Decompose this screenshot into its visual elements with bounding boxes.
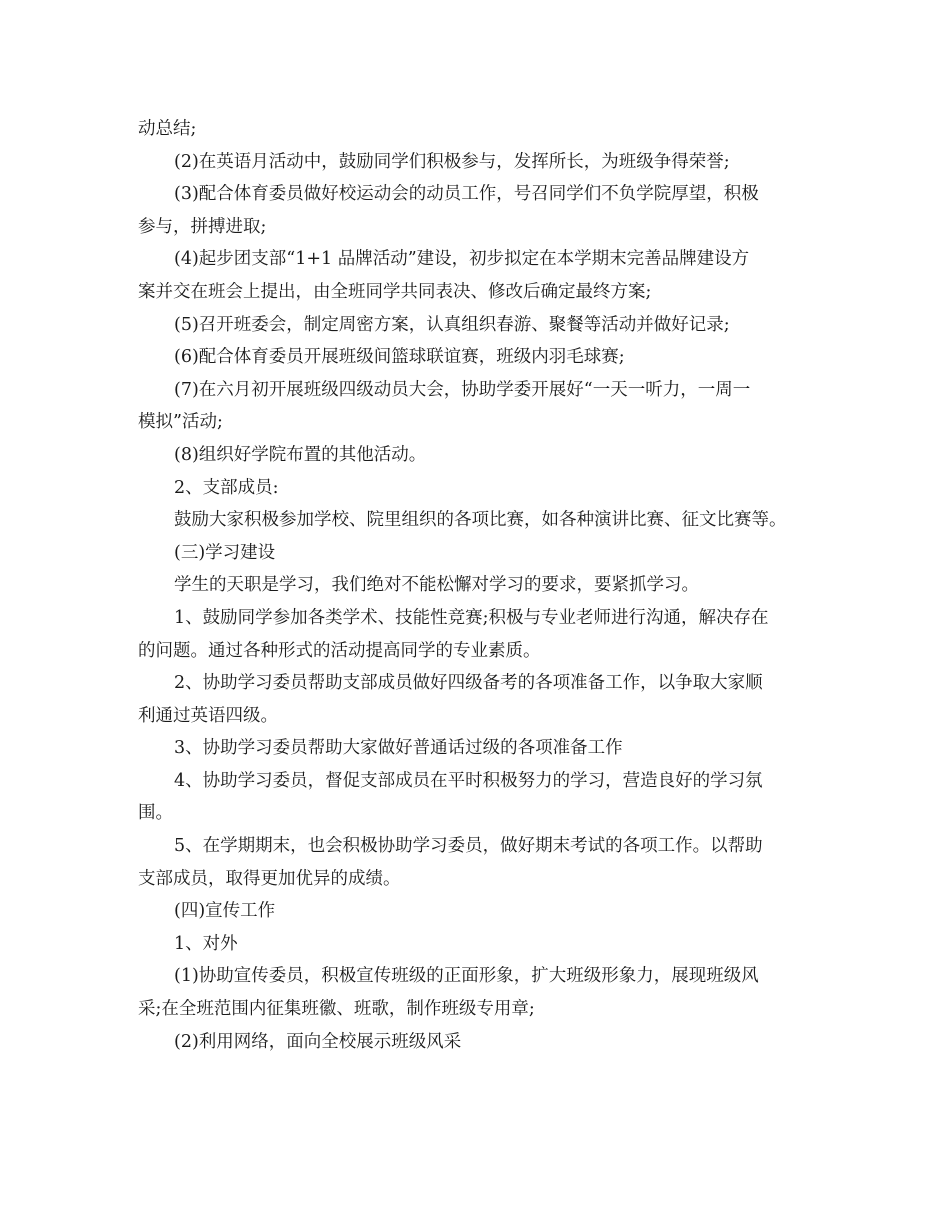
text-line: (8)组织好学院布置的其他活动。: [174, 444, 427, 465]
text-line: (6)配合体育委员开展班级间篮球联谊赛，班级内羽毛球赛;: [174, 347, 625, 368]
text-line: 4、协助学习委员，督促支部成员在平时积极努力的学习，营造良好的学习氛: [174, 770, 763, 791]
text-line: 支部成员，取得更加优异的成绩。: [138, 868, 401, 889]
text-line: 5、在学期期末，也会积极协助学习委员，做好期末考试的各项工作。以帮助: [174, 836, 763, 857]
text-line: 鼓励大家积极参加学校、院里组织的各项比赛，如各种演讲比赛、征文比赛等。: [174, 510, 787, 531]
text-line: 1、对外: [174, 933, 238, 954]
text-line: (1)协助宣传委员，积极宣传班级的正面形象，扩大班级形象力，展现班级风: [174, 966, 759, 987]
text-line: (3)配合体育委员做好校运动会的动员工作，号召同学们不负学院厚望，积极: [174, 184, 759, 205]
text-line: 案并交在班会上提出，由全班同学共同表决、修改后确定最终方案;: [138, 281, 652, 302]
text-line: (7)在六月初开展班级四级动员大会，协助学委开展好“一天一听力，一周一: [174, 379, 751, 400]
text-line: 2、支部成员:: [174, 477, 279, 498]
text-line: 的问题。通过各种形式的活动提高同学的专业素质。: [138, 640, 541, 661]
text-line: (三)学习建设: [174, 542, 276, 563]
text-line: 参与，拼搏进取;: [138, 216, 267, 237]
text-line: 2、协助学习委员帮助支部成员做好四级备考的各项准备工作，以争取大家顺: [174, 673, 763, 694]
text-line: 3、协助学习委员帮助大家做好普通话过级的各项准备工作: [174, 738, 623, 759]
text-line: 采;在全班范围内征集班徽、班歌，制作班级专用章;: [138, 999, 535, 1020]
text-line: 学生的天职是学习，我们绝对不能松懈对学习的要求，要紧抓学习。: [174, 575, 699, 596]
text-line: 动总结;: [138, 119, 197, 139]
text-line: 利通过英语四级。: [138, 705, 278, 726]
text-line: 1、鼓励同学参加各类学术、技能性竞赛;积极与专业老师进行沟通，解决存在: [174, 607, 769, 628]
text-line: 围。: [138, 803, 173, 824]
text-line: (5)召开班委会，制定周密方案，认真组织春游、聚餐等活动并做好记录;: [174, 314, 730, 335]
text-line: (2)在英语月活动中，鼓励同学们积极参与，发挥所长，为班级争得荣誉;: [174, 151, 730, 172]
text-line: 模拟”活动;: [138, 412, 223, 433]
document-body: [138, 113, 823, 1058]
text-line: (2)利用网络，面向全校展示班级风采: [174, 1031, 462, 1052]
text-line: (四)宣传工作: [174, 901, 276, 922]
text-line: (4)起步团支部“1+1 品牌活动”建设，初步拟定在本学期末完善品牌建设方: [174, 249, 750, 270]
